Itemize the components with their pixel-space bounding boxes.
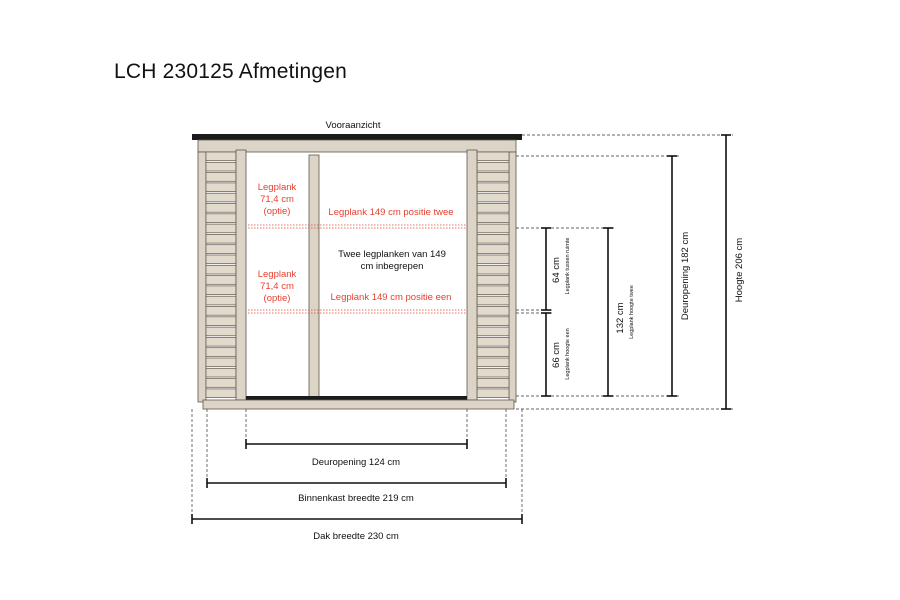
- left-wall-plank: [206, 162, 236, 171]
- roof-width-label: Dak breedte 230 cm: [313, 531, 399, 542]
- left-wall-plank: [206, 368, 236, 377]
- left-wall-plank: [206, 255, 236, 264]
- left-wall-plank: [206, 327, 236, 336]
- right-door-post: [467, 150, 477, 400]
- right-wall-plank: [477, 245, 509, 254]
- svg-text:Legplank: Legplank: [257, 269, 297, 280]
- left-wall-plank: [206, 276, 236, 285]
- shelf-high-value: 132 cm: [615, 302, 626, 334]
- left-wall-plank: [206, 337, 236, 346]
- svg-text:Twee legplanken van 149: Twee legplanken van 149: [338, 249, 446, 260]
- right-extension-lines: [516, 135, 733, 409]
- shelf-gap-value: 64 cm: [551, 257, 562, 283]
- shelf-position-two-label: Legplank 149 cm positie twee: [328, 207, 454, 218]
- page-title: LCH 230125 Afmetingen: [114, 60, 348, 83]
- right-wall-plank: [477, 337, 509, 346]
- shelf-high-caption: Legplank hoogte twee: [629, 285, 635, 339]
- right-wall-plank: [477, 327, 509, 336]
- svg-text:(optie): (optie): [263, 293, 291, 304]
- right-wall-plank: [477, 224, 509, 233]
- door-height-label: Deuropening 182 cm: [680, 231, 691, 321]
- right-wall-plank: [477, 379, 509, 388]
- right-wall-plank: [477, 265, 509, 274]
- left-wall-plank: [206, 214, 236, 223]
- left-wall-plank: [206, 358, 236, 367]
- left-wall-plank: [206, 307, 236, 316]
- inner-width-label: Binnenkast breedte 219 cm: [298, 493, 414, 504]
- left-wall-plank: [206, 152, 236, 161]
- left-wall-plank: [206, 379, 236, 388]
- right-wall-plank: [477, 286, 509, 295]
- right-wall-plank: [477, 368, 509, 377]
- right-wall-plank: [477, 193, 509, 202]
- right-wall-plank: [477, 307, 509, 316]
- horizontal-dimension-lines: [192, 439, 522, 524]
- left-wall-plank: [206, 348, 236, 357]
- right-wall-plank: [477, 389, 509, 398]
- svg-text:cm inbegrepen: cm inbegrepen: [360, 261, 424, 272]
- left-wall-plank: [206, 265, 236, 274]
- left-lower-shelf-label: [258, 269, 297, 304]
- shelf-low-caption: Legplank hoogte een: [565, 328, 571, 380]
- svg-text:(optie): (optie): [263, 206, 291, 217]
- door-width-label: Deuropening 124 cm: [311, 457, 401, 468]
- center-door-post: [309, 155, 319, 398]
- left-wall-plank: [206, 245, 236, 254]
- right-wall-plank: [477, 173, 509, 182]
- left-wall-plank: [206, 286, 236, 295]
- roof: [192, 134, 522, 140]
- view-label: Vooraanzicht: [325, 120, 381, 131]
- shelf-position-one-label: Legplank 149 cm positie een: [330, 292, 452, 303]
- right-wall-plank: [477, 276, 509, 285]
- svg-text:71,4 cm: 71,4 cm: [260, 194, 294, 205]
- floor-threshold: [246, 396, 467, 400]
- left-wall-plank: [206, 173, 236, 182]
- left-wall-plank: [206, 296, 236, 305]
- left-wall-plank: [206, 193, 236, 202]
- left-wall-plank: [206, 224, 236, 233]
- right-wall-plank: [477, 234, 509, 243]
- left-wall-plank: [206, 389, 236, 398]
- right-wall-plank: [477, 348, 509, 357]
- left-wall-plank: [206, 183, 236, 192]
- right-wall-plank: [477, 296, 509, 305]
- left-wall-plank: [206, 317, 236, 326]
- right-wall-plank: [477, 317, 509, 326]
- shelf-low-value: 66 cm: [551, 342, 562, 368]
- floor-base: [203, 400, 514, 409]
- total-height-label: Hoogte 206 cm: [734, 237, 745, 303]
- right-wall-plank: [477, 162, 509, 171]
- right-wall-plank: [477, 255, 509, 264]
- left-wall-plank: [206, 234, 236, 243]
- left-door-post: [236, 150, 246, 400]
- right-wall-plank: [477, 152, 509, 161]
- right-wall-plank: [477, 214, 509, 223]
- svg-text:71,4 cm: 71,4 cm: [260, 281, 294, 292]
- right-wall-plank: [477, 183, 509, 192]
- right-wall-plank: [477, 204, 509, 213]
- right-wall: [477, 152, 516, 402]
- shelf-gap-caption: Legplank tussen ruimte: [565, 237, 571, 295]
- right-wall-plank: [477, 358, 509, 367]
- left-upper-shelf-label: [258, 182, 297, 217]
- left-wall: [198, 152, 236, 402]
- svg-text:Legplank: Legplank: [257, 182, 297, 193]
- included-shelves-note: [338, 249, 446, 272]
- left-wall-plank: [206, 204, 236, 213]
